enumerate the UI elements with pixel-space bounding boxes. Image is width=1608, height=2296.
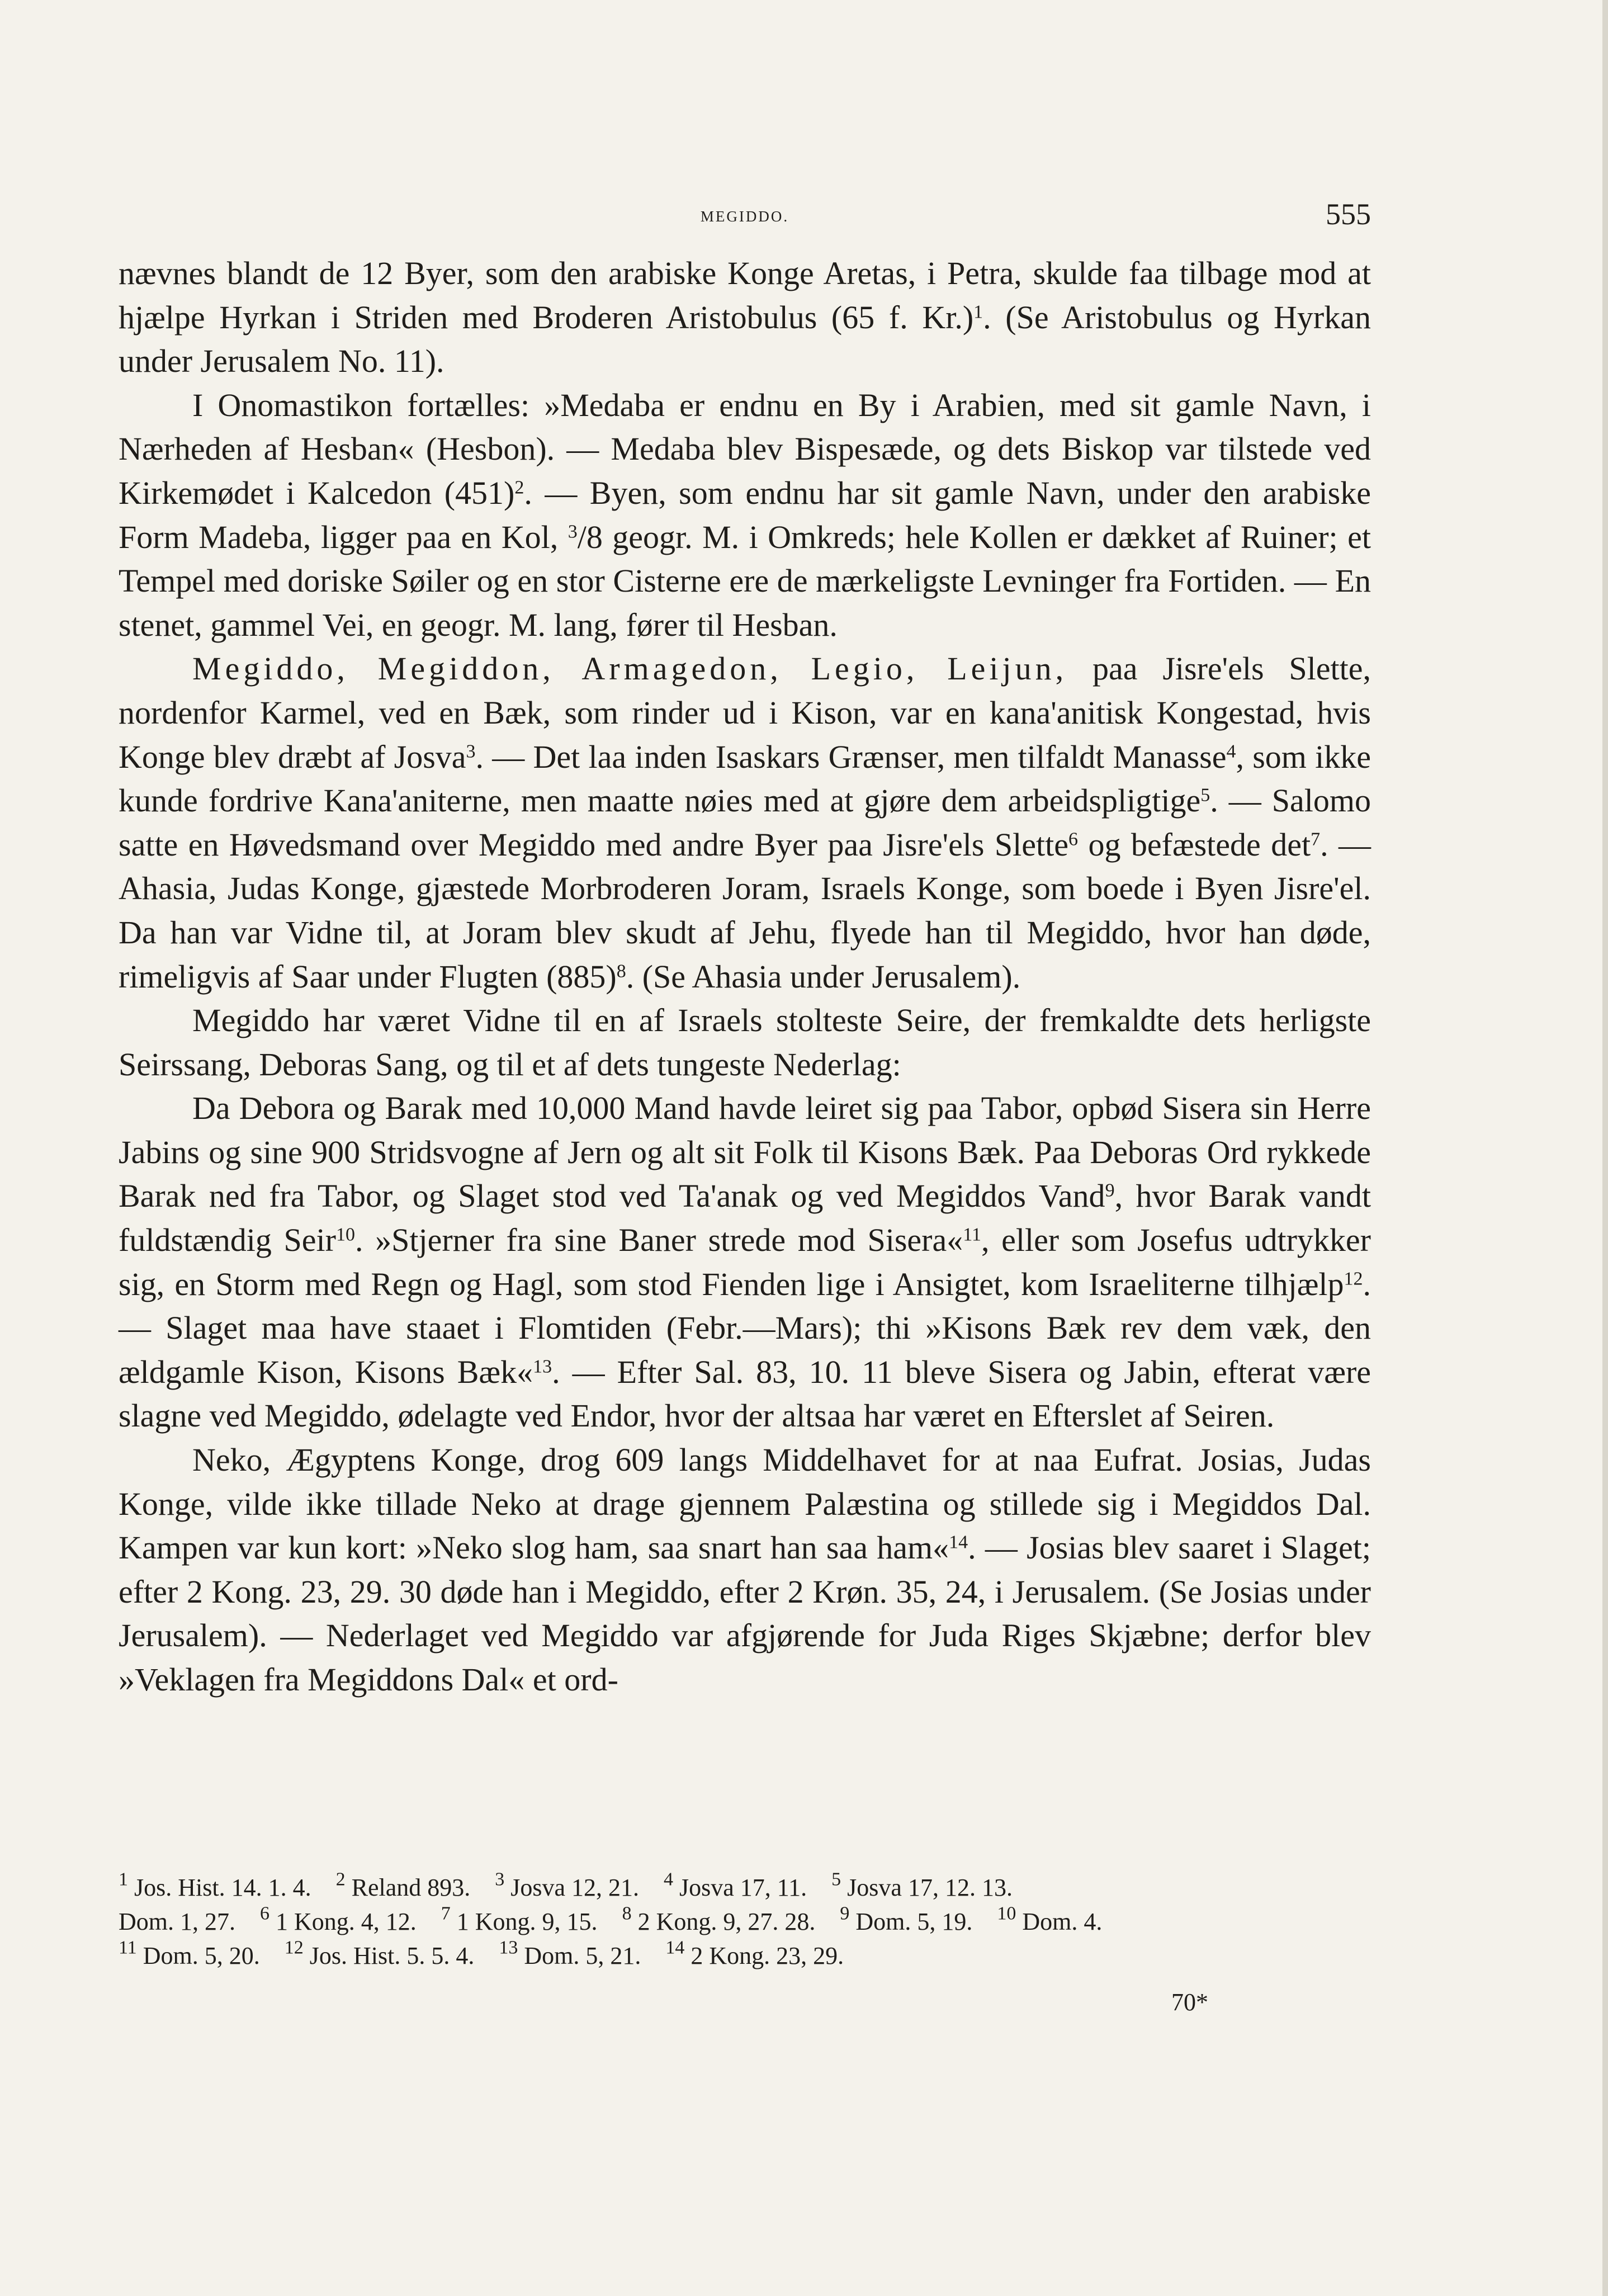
footnote	[665, 1937, 844, 1969]
text-run: , hvor Barak vandt fuldstændig Seir	[119, 1178, 1371, 1259]
text-run: . — Josias blev saaret i Slaget; efter 2 Kong. 23, 29. 30 døde han i Megiddo, efter 2 Krøn. 35, 24, i Jerusalem. (Se Josias under Jerusalem). — Nederlaget ved Megiddo var afgjørende for Juda Riges Skjæbne; derfor blev »Veklagen fra Megiddons Dal« et ord-	[119, 1529, 1371, 1698]
footnote	[441, 1903, 598, 1935]
text-run: Megiddo har været Vidne til en af Israels stolteste Seire, der fremkaldte dets herligste Seirssang, Deboras Sang, og til et af dets tungeste Nederlag:	[119, 1002, 1371, 1083]
footnote-text: 2 Kong. 9, 27. 28.	[637, 1908, 816, 1935]
footnote-text: Dom. 4.	[1022, 1908, 1103, 1935]
footnote	[119, 1908, 235, 1935]
footnote	[840, 1903, 973, 1935]
page-header	[119, 197, 1371, 242]
footnote-number: 1	[119, 1869, 128, 1890]
text-run: . (Se Ahasia under Jerusalem).	[626, 958, 1021, 995]
footnote-text: Jos. Hist. 5. 5. 4.	[309, 1942, 475, 1969]
text-run: paa Jisre'els Slette, nordenfor Karmel, ved en Bæk, som rinder ud i Kison, var en kana'anitisk Kongestad, hvis Konge blev dræbt af Josva	[119, 650, 1371, 775]
text-run: nævnes blandt de 12 Byer, som den arabiske Konge Aretas, i Petra, skulde faa tilbage mod at hjælpe Hyrkan i Striden med Broderen Aristobulus (65 f. Kr.)	[119, 255, 1371, 336]
footnote-ref: 3	[466, 740, 476, 762]
footnote-number: 3	[495, 1869, 505, 1890]
footnote-number: 5	[831, 1869, 841, 1890]
footnote-number: 2	[335, 1869, 346, 1890]
footnote	[831, 1869, 1013, 1901]
text-run: , som ikke kunde fordrive Kana'aniterne, men maatte nøies med at gjøre dem arbeidspligtige	[119, 738, 1371, 819]
footnote-text: 1 Kong. 4, 12.	[276, 1908, 417, 1935]
footnote-ref: 14	[949, 1532, 968, 1553]
footnote	[499, 1937, 641, 1969]
footnote	[119, 1937, 260, 1969]
text-run: , eller som Josefus udtrykker sig, en Storm med Regn og Hagl, som stod Fienden lige i Ansigtet, kom Israeliterne tilhjælp	[119, 1222, 1371, 1302]
footnote-ref: 11	[963, 1224, 981, 1245]
footnote-ref: 12	[1344, 1268, 1363, 1289]
footnote-number: 7	[441, 1903, 451, 1924]
footnote	[335, 1869, 471, 1901]
paragraph	[119, 1438, 1371, 1702]
footnote-ref: 3	[567, 521, 578, 542]
text-run: /8 geogr. M. i Omkreds; hele Kollen er dækket af Ruiner; et Tempel med doriske Søiler og en stor Cisterne ere de mærkeligste Levninger fra Fortiden. — En stenet, gammel Vei, en geogr. M. lang, fører til Hesban.	[119, 518, 1371, 643]
footnote-text: Reland 893.	[351, 1874, 471, 1901]
page-number: 555	[1326, 197, 1371, 231]
text-run: . — Byen, som endnu har sit gamle Navn, under den arabiske Form Madeba, ligger paa en Kol,	[119, 474, 1371, 555]
footnote-line	[119, 1870, 1371, 1905]
footnote-ref: 1	[973, 301, 983, 322]
footnote-line	[119, 1905, 1371, 1939]
footnote-text: Dom. 1, 27.	[119, 1908, 235, 1935]
footnote-number: 10	[997, 1903, 1016, 1924]
footnote	[997, 1903, 1103, 1935]
footnote-number: 12	[284, 1937, 304, 1958]
footnote-ref: 8	[616, 960, 626, 981]
text-run: . »Stjerner fra sine Baner strede mod Sisera«	[354, 1222, 963, 1259]
text-run: . — Efter Sal. 83, 10. 11 bleve Sisera og Jabin, efterat være slagne ved Megiddo, ødelagte ved Endor, hvor der altsaa har været en Efterslet af Seiren.	[119, 1353, 1371, 1434]
text-run: . (Se Aristobulus og Hyrkan under Jerusalem No. 11).	[119, 299, 1371, 380]
footnote-number: 13	[499, 1937, 518, 1958]
footnote-ref: 9	[1105, 1180, 1115, 1201]
body-text	[119, 252, 1371, 1702]
footnote-text: Dom. 5, 19.	[855, 1908, 973, 1935]
footnote	[664, 1869, 807, 1901]
footnote	[495, 1869, 640, 1901]
page-edge	[1602, 0, 1608, 2296]
footnote-number: 8	[622, 1903, 632, 1924]
footnote-number: 4	[664, 1869, 674, 1890]
footnote-text: Dom. 5, 21.	[524, 1942, 641, 1969]
footnote	[260, 1903, 417, 1935]
footnote-text: Josva 12, 21.	[510, 1874, 640, 1901]
footnote-ref: 5	[1200, 785, 1210, 806]
paragraph	[119, 252, 1371, 384]
footnote-number: 11	[119, 1937, 137, 1958]
footnote-ref: 7	[1311, 829, 1321, 850]
signature-mark: 70*	[1171, 1988, 1208, 2016]
text-run: Da Debora og Barak med 10,000 Mand havde leiret sig paa Tabor, opbød Sisera sin Herre Jabins og sine 900 Stridsvogne af Jern og alt sit Folk til Kisons Bæk. Paa Deboras Ord rykkede Barak ned fra Tabor, og Slaget stod ved Ta'anak og ved Megiddos Vand	[119, 1090, 1371, 1215]
footnote-number: 14	[665, 1937, 685, 1958]
footnote-text: 2 Kong. 23, 29.	[691, 1942, 844, 1969]
paragraph	[119, 999, 1371, 1086]
footnote	[119, 1869, 311, 1901]
footnote-text: Dom. 5, 20.	[143, 1942, 260, 1969]
footnote-number: 9	[840, 1903, 850, 1924]
footnote-ref: 13	[533, 1356, 552, 1377]
footnote	[622, 1903, 816, 1935]
text-run: . — Ahasia, Judas Konge, gjæstede Morbroderen Joram, Israels Konge, som boede i Byen Jisre'el. Da han var Vidne til, at Joram blev skudt af Jehu, flyede han til Megiddo, hvor han døde, rimeligvis af Saar under Flugten (885)	[119, 826, 1371, 995]
footnote-ref: 4	[1226, 740, 1236, 762]
footnote-ref: 6	[1068, 829, 1079, 850]
footnote-text: 1 Kong. 9, 15.	[456, 1908, 598, 1935]
text-run: . — Det laa inden Isaskars Grænser, men tilfaldt Manasse	[475, 738, 1227, 775]
footnotes	[119, 1870, 1371, 1973]
footnote-text: Josva 17, 11.	[679, 1874, 807, 1901]
footnote-ref: 10	[335, 1224, 355, 1245]
footnote-text: Jos. Hist. 14. 1. 4.	[134, 1874, 311, 1901]
text-run: Neko, Ægyptens Konge, drog 609 langs Middelhavet for at naa Eufrat. Josias, Judas Konge, vilde ikke tillade Neko at drage gjennem Palæstina og stillede sig i Megiddos Dal. Kampen var kun kort: »Neko slog ham, saa snart han saa ham«	[119, 1442, 1371, 1566]
text-run: I Onomastikon fortælles: »Medaba er endnu en By i Arabien, med sit gamle Navn, i Nærheden af Hesban« (Hesbon). — Medaba blev Bispesæde, og dets Biskop var tilstede ved Kirkemødet i Kalcedon (451)	[119, 386, 1371, 511]
text-run: . — Slaget maa have staaet i Flomtiden (Febr.—Mars); thi »Kisons Bæk rev dem væk, den ældgamle Kison, Kisons Bæk«	[119, 1265, 1371, 1390]
paragraph	[119, 384, 1371, 648]
footnote-line	[119, 1939, 1371, 1973]
footnote-text: Josva 17, 12. 13.	[847, 1874, 1013, 1901]
text-run: . — Salomo satte en Høvedsmand over Megiddo med andre Byer paa Jisre'els Slette	[119, 782, 1371, 863]
spaced-heading: Megiddo, Megiddon, Armagedon, Legio, Leijun,	[192, 650, 1068, 687]
paragraph	[119, 647, 1371, 999]
paragraph	[119, 1086, 1371, 1438]
text-run: og befæstede det	[1078, 826, 1311, 863]
running-head: MEGIDDO.	[700, 208, 789, 225]
footnote-number: 6	[260, 1903, 269, 1924]
footnote-ref: 2	[514, 477, 524, 498]
footnote	[284, 1937, 475, 1969]
